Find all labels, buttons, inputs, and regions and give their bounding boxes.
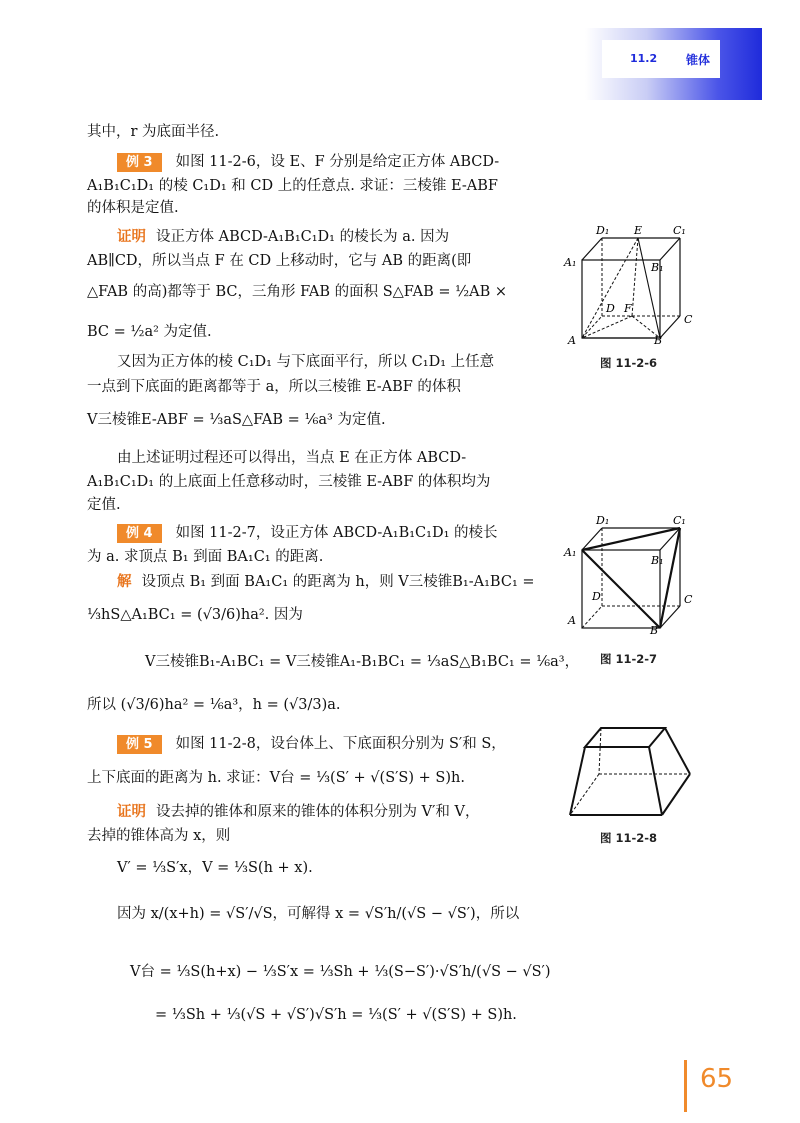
label-D1: D₁ [596,224,610,237]
section-number: 11.2 [630,52,658,65]
example-3-badge: 例 3 [117,153,162,172]
proof-2-line [117,802,479,822]
label-C: C [684,313,693,326]
page-number-rule [684,1060,687,1112]
text-line: A₁B₁C₁D₁ 的棱 C₁D₁ 和 CD 上的任意点. 求证：三棱锥 E-ABF [87,178,498,194]
page-number: 65 [700,1064,734,1094]
text-line: BC = ½a² 为定值. [87,324,212,340]
text-line: 定值. [87,497,121,513]
proof-2-label: 证明 [117,804,146,820]
figure-caption: 图 11-2-7 [600,652,658,666]
label-A1: A₁ [564,546,577,559]
example-4-badge: 例 4 [117,524,162,543]
text-line: 因为 x/(x+h) = √S′/√S，可解得 x = √S′h/(√S − √S′)，所以 [117,906,520,922]
text-line: A₁B₁C₁D₁ 的上底面上任意移动时，三棱锥 E-ABF 的体积均为 [87,474,491,490]
label-A: A [568,614,576,627]
text-line: 所以 (√3/6)ha² = ⅙a³，h = (√3/3)a. [87,697,341,713]
example-4-text: 如图 11-2-7，设正方体 ABCD-A₁B₁C₁D₁ 的棱长 [175,525,498,541]
example-5-line [117,734,506,754]
solution-text: 设顶点 B₁ 到面 BA₁C₁ 的距离为 h，则 V三棱锥B₁-A₁BC₁ = [141,574,535,590]
text-line: 由上述证明过程还可以得出，当点 E 在正方体 ABCD- [117,450,467,466]
label-C1: C₁ [673,224,686,237]
label-B1: B₁ [651,554,664,567]
label-B: B [650,624,659,635]
figure-11-2-7 [560,510,700,635]
figure-11-2-6 [560,220,700,345]
example-4-line [117,523,498,543]
label-A: A [568,334,576,345]
label-D: D [606,302,615,315]
proof-label: 证明 [117,229,146,245]
label-F: F [624,302,632,315]
example-5-text: 如图 11-2-8，设台体上、下底面积分别为 S′和 S， [175,736,506,752]
proof-2-text: 设去掉的锥体和原来的锥体的体积分别为 V′和 V， [156,804,480,820]
text-line: V三棱锥E-ABF = ⅓aS△FAB = ⅙a³ 为定值. [87,412,386,428]
proof-text: 设正方体 ABCD-A₁B₁C₁D₁ 的棱长为 a. 因为 [156,229,450,245]
text-line: 为 a. 求顶点 B₁ 到面 BA₁C₁ 的距离. [87,549,324,565]
label-E: E [634,224,643,237]
example-5-badge: 例 5 [117,735,162,754]
text-line: △FAB 的高)都等于 BC，三角形 FAB 的面积 S△FAB = ½AB × [87,284,508,300]
solution-line [117,572,535,592]
figure-11-2-8 [565,712,700,822]
text-line: V台 = ⅓S(h+x) − ⅓S′x = ⅓Sh + ⅓(S−S′)·√S′h/(√S − √S′) [130,964,551,980]
text-line: V三棱锥B₁-A₁BC₁ = V三棱锥A₁-B₁BC₁ = ⅓aS△B₁BC₁ = ⅙a³， [145,654,580,670]
label-D1: D₁ [596,514,610,527]
label-C1: C₁ [673,514,686,527]
solution-label: 解 [117,574,132,590]
label-D: D [592,590,601,603]
text-line: AB∥CD，所以当点 F 在 CD 上移动时，它与 AB 的距离(即 [87,253,472,269]
text-line: 去掉的锥体高为 x，则 [87,828,231,844]
text-line: V′ = ⅓S′x，V = ⅓S(h + x). [117,860,313,876]
section-title: 锥体 [686,53,711,67]
figure-caption: 图 11-2-8 [600,831,658,845]
text-line: 一点到下底面的距离都等于 a，所以三棱锥 E-ABF 的体积 [87,379,461,395]
label-C: C [684,593,693,606]
text-line: 上下底面的距离为 h. 求证：V台 = ⅓(S′ + √(S′S) + S)h. [87,770,465,786]
label-A1: A₁ [564,256,577,269]
example-3-text: 如图 11-2-6，设 E、F 分别是给定正方体 ABCD- [175,154,500,170]
text-line: ⅓hS△A₁BC₁ = (√3/6)ha². 因为 [87,607,303,623]
example-3-line [117,152,499,172]
label-B: B [654,334,663,345]
text-line: 又因为正方体的棱 C₁D₁ 与下底面平行，所以 C₁D₁ 上任意 [117,354,495,370]
proof-line [117,227,449,247]
label-B1: B₁ [651,261,664,274]
text-line: = ⅓Sh + ⅓(√S + √S′)√S′h = ⅓(S′ + √(S′S) + S)h. [155,1007,517,1023]
figure-caption: 图 11-2-6 [600,356,658,370]
text-line: 的体积是定值. [87,200,179,216]
text-line: 其中，r 为底面半径. [87,124,220,140]
